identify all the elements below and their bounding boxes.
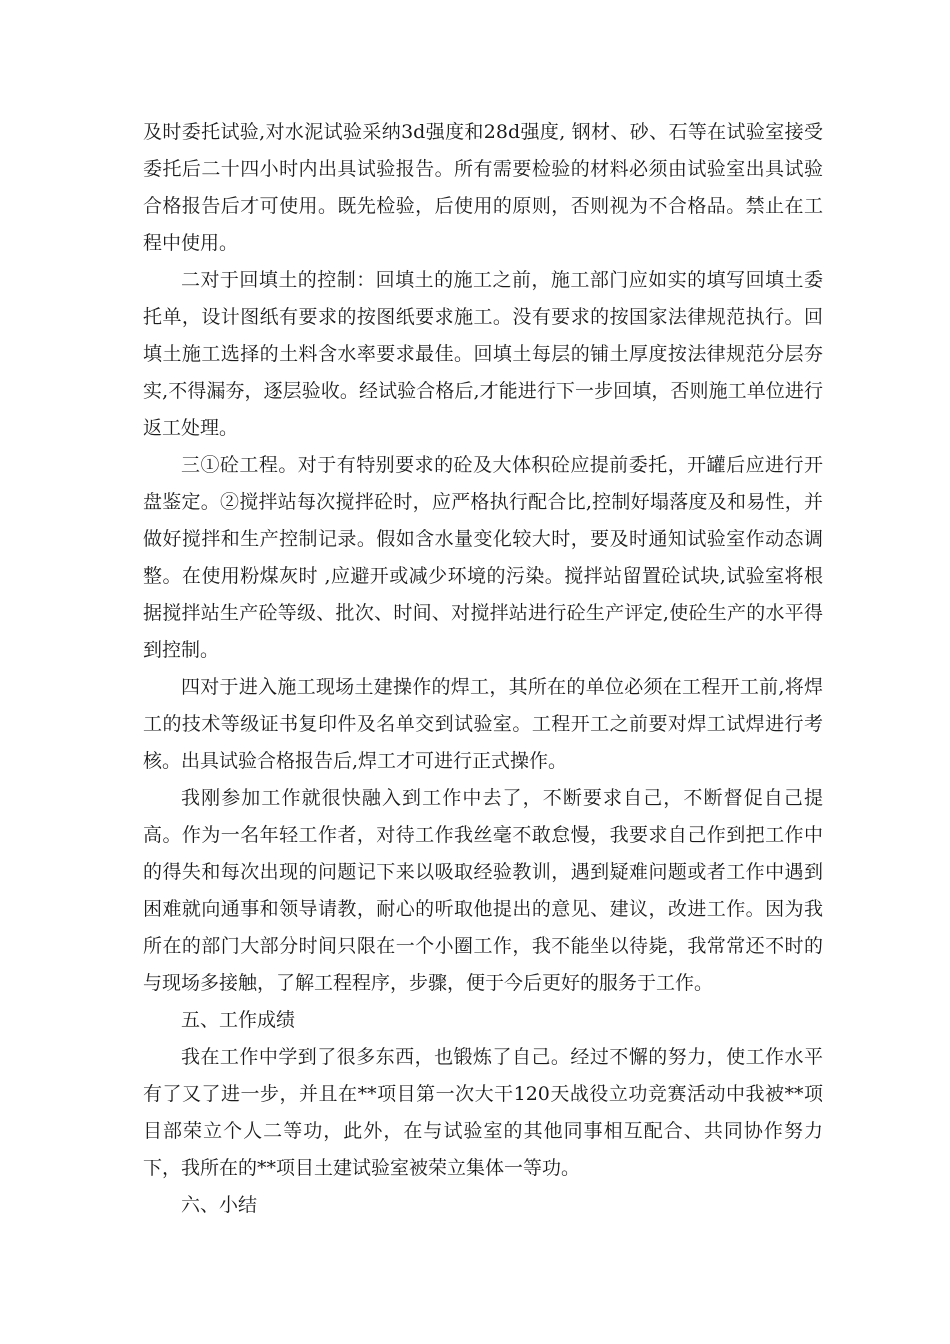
paragraph-welder-assessment: 四对于进入施工现场土建操作的焊工，其所在的单位必须在工程开工前,将焊工的技术等级证书复印件及名单交到试验室。工程开工之前要对焊工试焊进行考核。出具试验合格报告后,焊工才可进行正式操作。 xyxy=(143,676,823,772)
section-heading-summary: 六、小结 xyxy=(181,1194,258,1216)
paragraph-achievements: 我在工作中学到了很多东西，也锻炼了自己。经过不懈的努力，使工作水平有了又了进一步，并且在**项目第一次大干120天战役立功竞赛活动中我被**项目部荣立个人二等功，此外，在与试验室的其他同事相互配合、共同协作努力下，我所在的**项目土建试验室被荣立集体一等功。 xyxy=(143,1046,823,1179)
paragraph-test-commission: 及时委托试验,对水泥试验采纳3d强度和28d强度, 钢材、砂、石等在试验室接受委托后二十四小时内出具试验报告。所有需要检验的材料必须由试验室出具试验合格报告后才可使用。既先检验，后使用的原则，否则视为不合格品。禁止在工程中使用。 xyxy=(143,121,823,254)
document-body xyxy=(143,114,823,1224)
paragraph-backfill-control: 二对于回填土的控制：回填土的施工之前，施工部门应如实的填写回填土委托单，设计图纸有要求的按图纸要求施工。没有要求的按国家法律规范执行。回填土施工选择的土料含水率要求最佳。回填土每层的铺土厚度按法律规范分层夯实,不得漏夯，逐层验收。经试验合格后,才能进行下一步回填，否则施工单位进行返工处理。 xyxy=(143,269,823,439)
section-heading-achievements: 五、工作成绩 xyxy=(181,1009,296,1031)
paragraph-work-attitude: 我刚参加工作就很快融入到工作中去了，不断要求自己，不断督促自己提高。作为一名年轻工作者，对待工作我丝毫不敢怠慢，我要求自己作到把工作中的得失和每次出现的问题记下来以吸取经验教训，遇到疑难问题或者工作中遇到困难就向通事和领导请教，耐心的听取他提出的意见、建议，改进工作。因为我所在的部门大部分时间只限在一个小圈工作，我不能坐以待毙，我常常还不时的与现场多接触，了解工程程序，步骤，便于今后更好的服务于工作。 xyxy=(143,787,823,994)
paragraph-concrete-works: 三①砼工程。对于有特别要求的砼及大体积砼应提前委托，开罐后应进行开盘鉴定。②搅拌站每次搅拌砼时，应严格执行配合比,控制好塌落度及和易性，并做好搅拌和生产控制记录。假如含水量变化较大时，要及时通知试验室作动态调整。在使用粉煤灰时 ,应避开或减少环境的污染。搅拌站留置砼试块,试验室将根据搅拌站生产砼等级、批次、时间、对搅拌站进行砼生产评定,使砼生产的水平得到控制。 xyxy=(143,454,823,661)
